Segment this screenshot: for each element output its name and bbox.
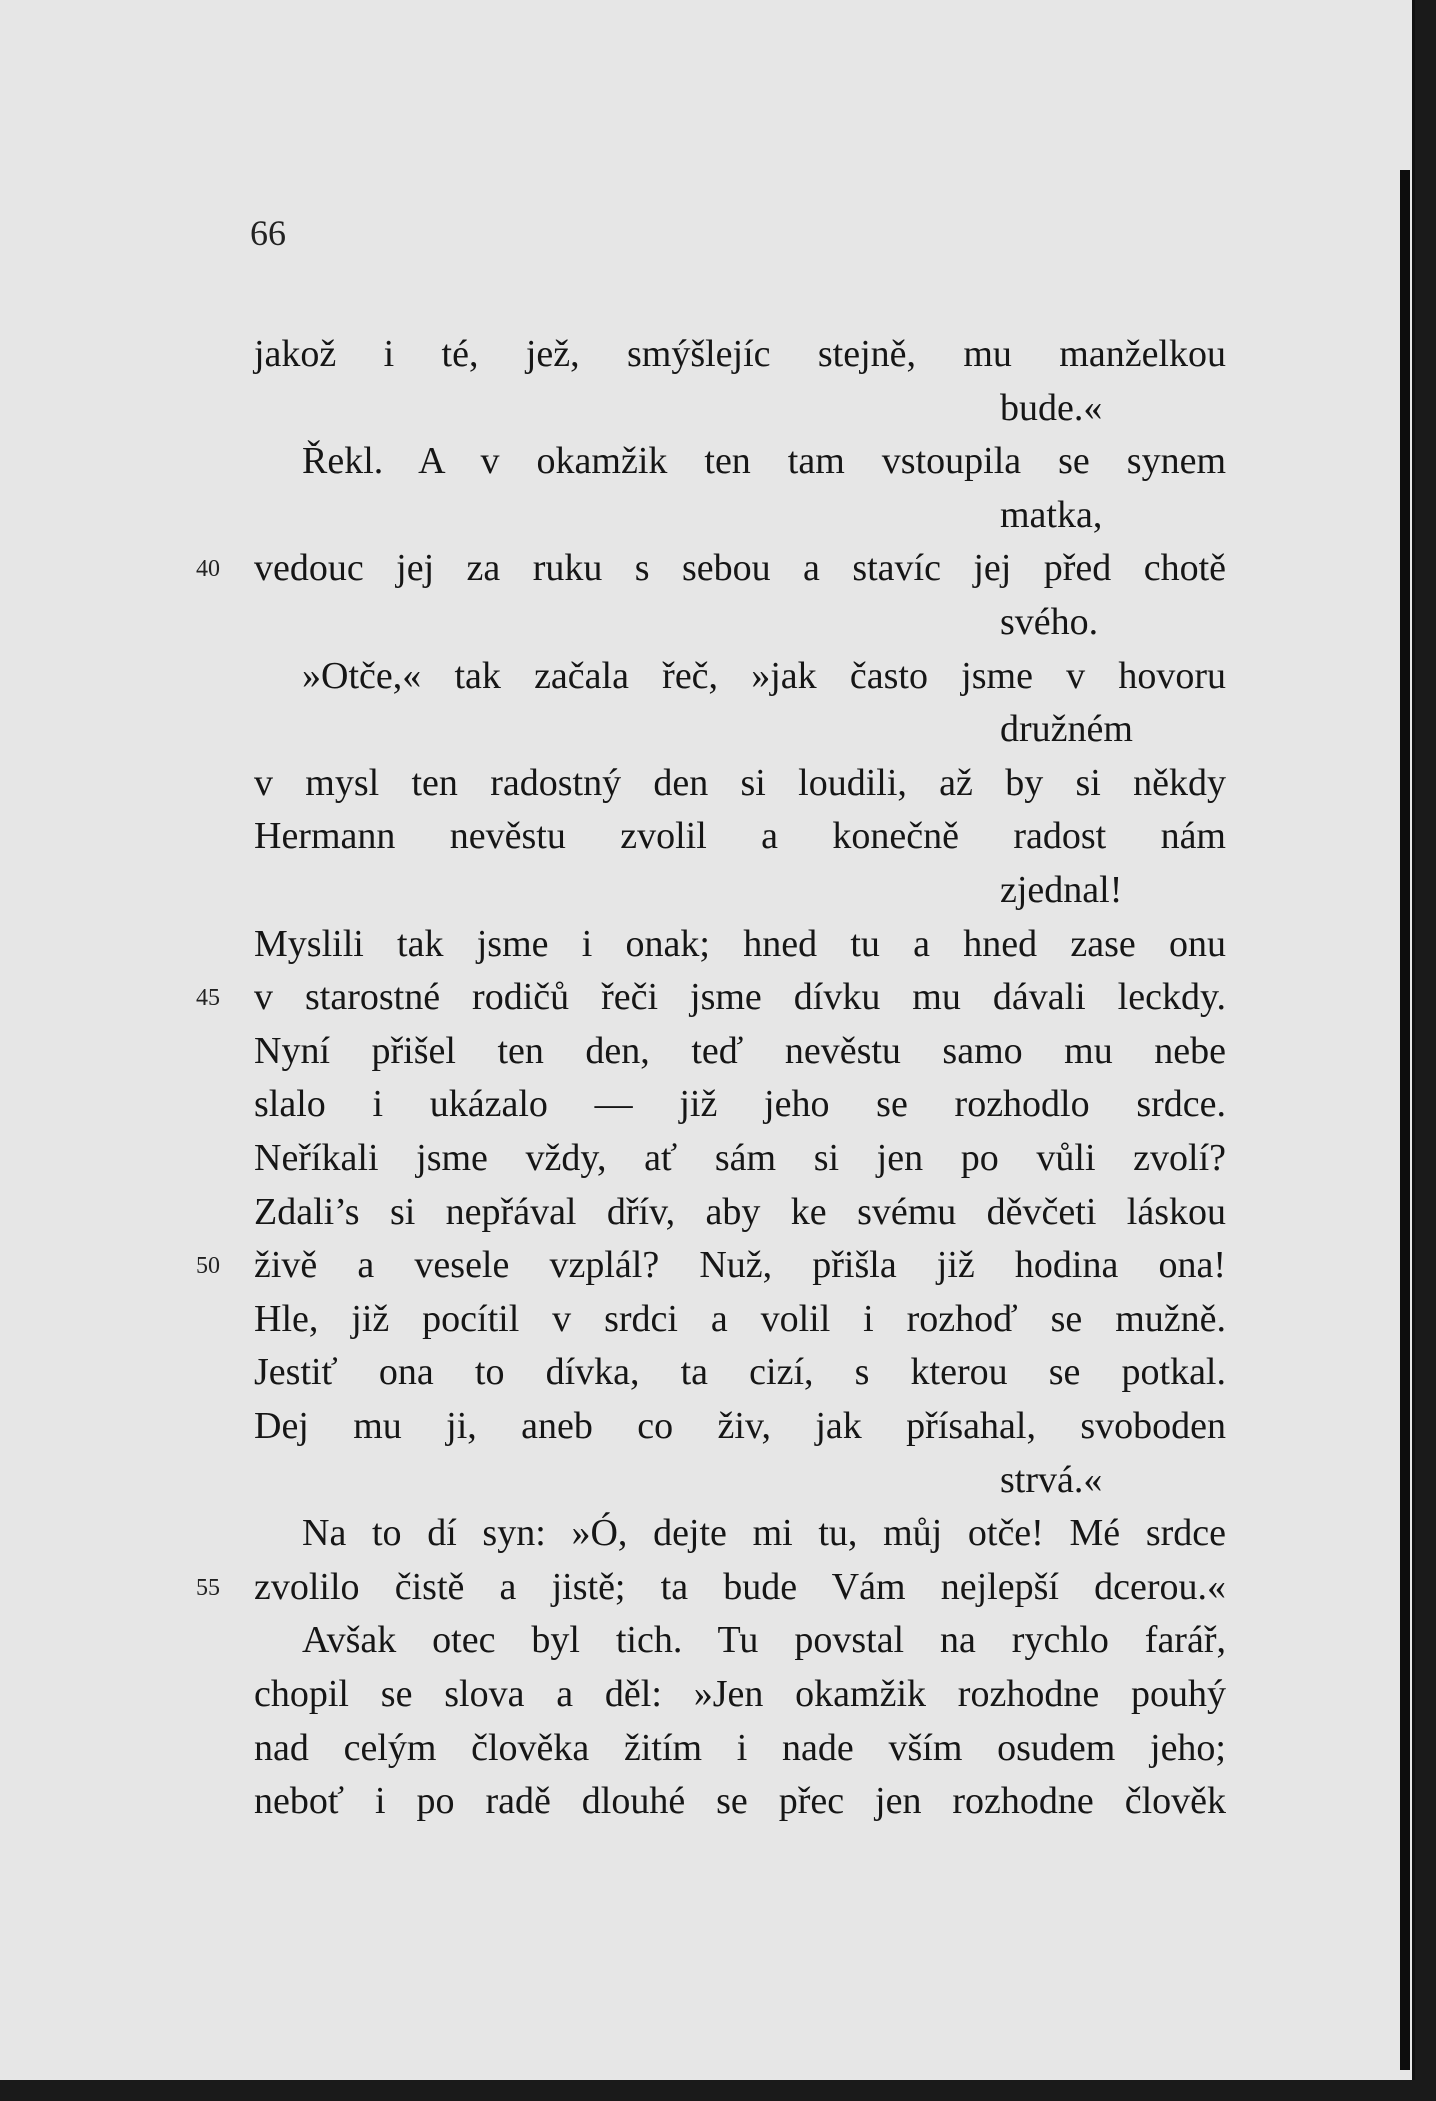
text-line: Avšak otec byl tich. Tu povstal na rychlo farář, <box>302 1619 1226 1662</box>
text-line: zvolilo čistě a jistě; ta bude Vám nejlepší dcerou.« <box>254 1565 1226 1608</box>
text-line: Nyní přišel ten den, teď nevěstu samo mu nebe <box>254 1029 1226 1072</box>
page-number: 66 <box>250 213 286 253</box>
text-line: jakož i té, jež, smýšlejíc stejně, mu manželkou <box>254 333 1226 375</box>
text-line: chopil se slova a děl: »Jen okamžik rozhodne pouhý <box>254 1673 1226 1715</box>
text-line: »Otče,« tak začala řeč, »jak často jsme v hovoru <box>302 654 1226 697</box>
line-number: 40 <box>196 556 220 583</box>
text-line: Dej mu ji, aneb co živ, jak přísahal, svoboden <box>254 1405 1226 1447</box>
text-line: vedouc jej za ruku s sebou a stavíc jej před chotě <box>254 547 1226 590</box>
text-line: družném <box>1000 708 1133 751</box>
text-line: bude.« <box>1000 386 1103 429</box>
text-line: matka, <box>1000 493 1103 536</box>
text-line: slalo i ukázalo — již jeho se rozhodlo srdce. <box>254 1083 1226 1126</box>
line-number: 55 <box>196 1574 220 1601</box>
text-line: nad celým člověka žitím i nade vším osudem jeho; <box>254 1726 1226 1769</box>
text-line: v starostné rodičů řeči jsme dívku mu dávali leckdy. <box>254 976 1226 1019</box>
text-line: Zdali’s si nepřával dřív, aby ke svému děvčeti láskou <box>254 1190 1226 1233</box>
text-line: v mysl ten radostný den si loudili, až by si někdy <box>254 761 1226 804</box>
text-line: zjednal! <box>1000 869 1123 911</box>
text-line: strvá.« <box>1000 1458 1103 1501</box>
text-line: Řekl. A v okamžik ten tam vstoupila se synem <box>302 440 1226 483</box>
text-line: Hle, již pocítil v srdci a volil i rozhoď se mužně. <box>254 1297 1226 1340</box>
text-line: neboť i po radě dlouhé se přec jen rozhodne člověk <box>254 1780 1226 1823</box>
text-line: Na to dí syn: »Ó, dejte mi tu, můj otče! Mé srdce <box>302 1512 1226 1555</box>
text-line: svého. <box>1000 601 1099 643</box>
text-line: Myslili tak jsme i onak; hned tu a hned zase onu <box>254 922 1226 965</box>
text-line: Hermann nevěstu zvolil a konečně radost nám <box>254 815 1226 858</box>
line-number: 50 <box>196 1253 220 1280</box>
line-number: 45 <box>196 985 220 1012</box>
text-line: živě a vesele vzplál? Nuž, přišla již hodina ona! <box>254 1244 1226 1287</box>
text-line: Jestiť ona to dívka, ta cizí, s kterou se potkal. <box>254 1351 1226 1394</box>
text-line: Neříkali jsme vždy, ať sám si jen po vůli zvolí? <box>254 1137 1226 1179</box>
